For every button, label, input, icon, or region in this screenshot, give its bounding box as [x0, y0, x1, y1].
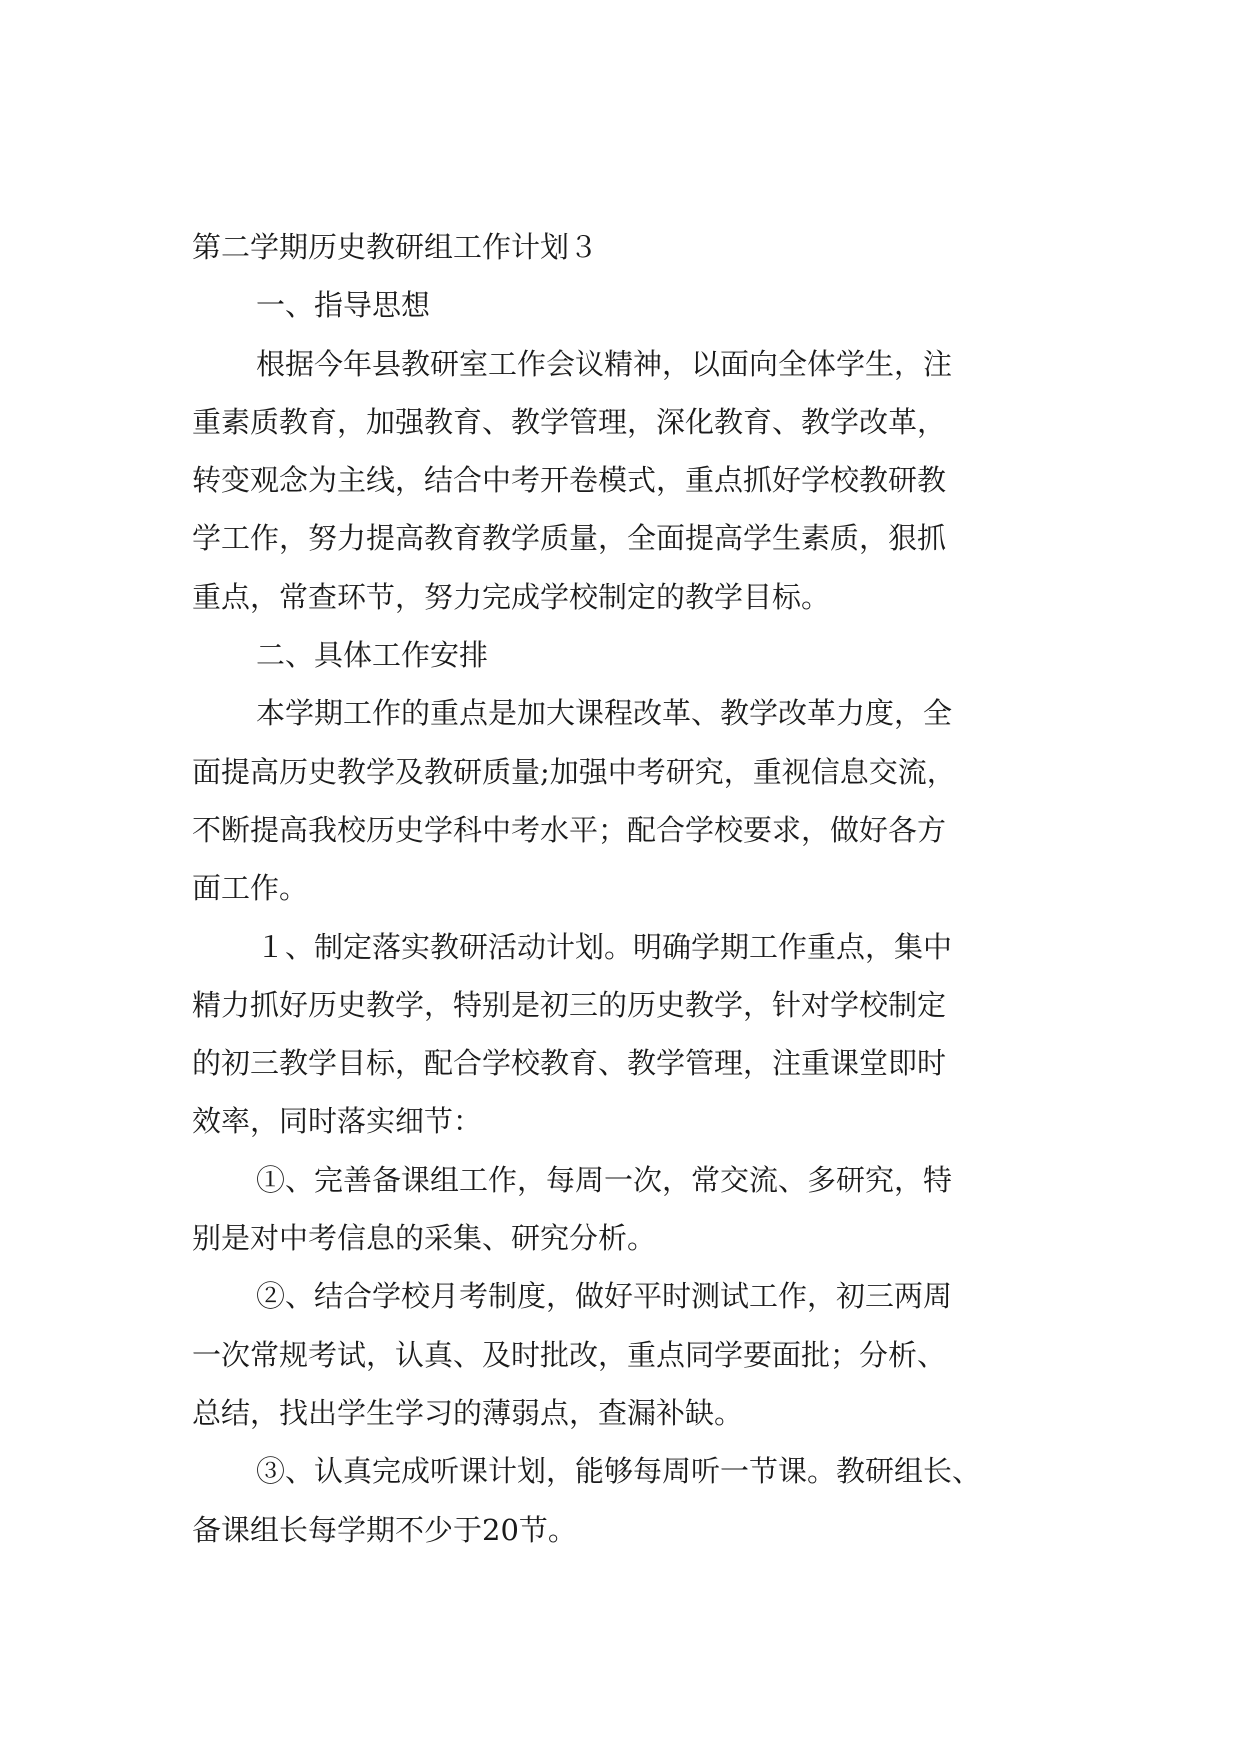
paragraph-line: 总结，找出学生学习的薄弱点，查漏补缺。 — [192, 1395, 744, 1430]
paragraph-line: 重素质教育，加强教育、教学管理，深化教育、教学改革， — [192, 404, 947, 439]
document-body — [192, 218, 1054, 1559]
sub-item-3: ③、认真完成听课计划，能够每周听一节课。教研组长、 — [256, 1454, 982, 1489]
paragraph-line: 面工作。 — [192, 871, 309, 906]
sub-item-2: ②、结合学校月考制度，做好平时测试工作，初三两周 — [256, 1279, 953, 1314]
section-heading-work-arrangement: 二、具体工作安排 — [256, 638, 489, 673]
paragraph-line: 学工作，努力提高教育教学质量，全面提高学生素质，狠抓 — [192, 521, 947, 556]
document-title: 第二学期历史教研组工作计划３ — [192, 230, 599, 264]
paragraph-line: 面提高历史教学及教研质量;加强中考研究，重视信息交流， — [192, 754, 956, 789]
list-item-1: １、制定落实教研活动计划。明确学期工作重点，集中 — [256, 929, 953, 964]
paragraph-line: 转变观念为主线，结合中考开卷模式，重点抓好学校教研教 — [192, 463, 947, 498]
sub-item-1: ①、完善备课组工作，每周一次，常交流、多研究，特 — [256, 1162, 953, 1197]
paragraph-line: 一次常规考试，认真、及时批改，重点同学要面批；分析、 — [192, 1337, 947, 1372]
paragraph-line: 不断提高我校历史学科中考水平；配合学校要求，做好各方 — [192, 812, 947, 847]
section-heading-guiding-ideology: 一、指导思想 — [256, 288, 431, 323]
paragraph-line: 根据今年县教研室工作会议精神，以面向全体学生，注 — [256, 346, 953, 381]
paragraph-line: 重点，常查环节，努力完成学校制定的教学目标。 — [192, 579, 831, 614]
paragraph-line: 精力抓好历史教学，特别是初三的历史教学，针对学校制定 — [192, 987, 947, 1022]
paragraph-line: 的初三教学目标，配合学校教育、教学管理，注重课堂即时 — [192, 1046, 947, 1081]
paragraph-line: 本学期工作的重点是加大课程改革、教学改革力度，全 — [256, 696, 953, 731]
paragraph-line: 效率，同时落实细节： — [192, 1104, 483, 1139]
paragraph-line: 备课组长每学期不少于20节。 — [192, 1512, 577, 1547]
paragraph-line: 别是对中考信息的采集、研究分析。 — [192, 1221, 657, 1256]
